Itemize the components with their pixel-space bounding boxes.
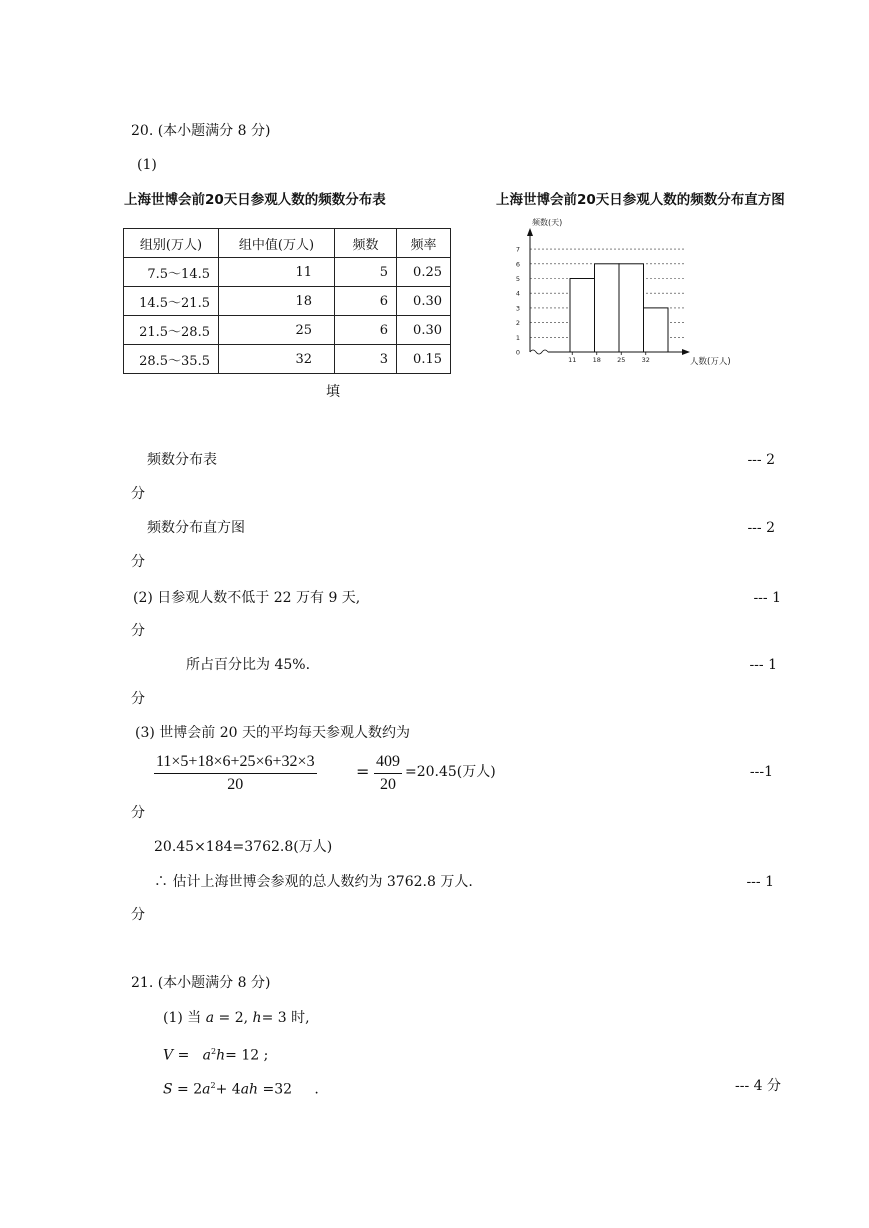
y-axis-arrow-icon	[527, 228, 533, 236]
part2-line-a: (2) 日参观人数不低于 22 万有 9 天,	[133, 590, 361, 606]
cell-frequency: 3	[335, 345, 397, 374]
y-tick-label: 2	[515, 319, 520, 328]
x-tick-label: 11	[568, 356, 577, 364]
score-unit: 分	[131, 907, 145, 923]
header-group: 组别(万人)	[124, 229, 219, 258]
score-unit: 分	[131, 691, 145, 707]
part2-line-a-score: --- 1	[753, 590, 781, 606]
table-row	[124, 316, 451, 345]
q21-line1-mid: = 2,	[218, 1010, 249, 1026]
cell-midvalue: 25	[219, 316, 335, 345]
y-tick-label: 6	[515, 260, 520, 269]
cell-midvalue: 11	[219, 258, 335, 287]
q21-var-S: S	[163, 1081, 173, 1098]
formula-result: =20.45(万人)	[405, 764, 496, 780]
table-row	[124, 345, 451, 374]
cell-frequency: 6	[335, 287, 397, 316]
q20-heading: 20. (本小题满分 8 分)	[131, 123, 271, 139]
cell-group: 21.5～28.5	[124, 316, 219, 345]
q21-var-a: a	[205, 1010, 215, 1026]
y-tick-label: 3	[515, 304, 520, 313]
q21-line3-dot: .	[314, 1081, 319, 1098]
cell-midvalue: 18	[219, 287, 335, 316]
cell-group: 7.5～14.5	[124, 258, 219, 287]
q21-exp: 2	[210, 1081, 216, 1090]
q21-line3-score: --- 4 分	[735, 1078, 781, 1094]
table-row	[124, 258, 451, 287]
histogram-bar	[595, 264, 620, 352]
q21-line1	[163, 1009, 310, 1027]
histogram-chart	[510, 212, 750, 374]
q21-line3	[163, 1077, 319, 1099]
cell-rate: 0.15	[397, 345, 451, 374]
x-tick-label: 32	[641, 356, 650, 364]
header-midvalue: 组中值(万人)	[219, 229, 335, 258]
formula-fraction-2	[374, 753, 402, 794]
cell-frequency: 6	[335, 316, 397, 345]
line-hist-score: --- 2	[747, 520, 775, 536]
histogram-bar	[619, 264, 644, 352]
q21-var-a: a	[202, 1081, 211, 1098]
y-tick-label: 5	[515, 275, 520, 283]
q21-exp: 2	[211, 1047, 217, 1056]
table-header-row	[124, 229, 451, 258]
formula-denominator-1: 20	[227, 776, 244, 793]
part3-line-b: 20.45×184=3762.8(万人)	[154, 839, 333, 855]
table-title: 上海世博会前20天日参观人数的频数分布表	[124, 192, 386, 208]
line-table: 频数分布表	[147, 452, 217, 468]
y-tick-label: 0	[515, 348, 520, 357]
y-tick-label: 7	[515, 245, 520, 254]
formula-numerator-1: 11×5+18×6+25×6+32×3	[154, 753, 317, 774]
x-axis-arrow-icon	[682, 349, 690, 355]
formula-fraction-1	[154, 753, 317, 794]
histogram-bar	[644, 308, 669, 352]
q21-line3-plus: + 4	[215, 1081, 241, 1098]
table-row	[124, 287, 451, 316]
part3-line-c: ∴ 估计上海世博会参观的总人数约为 3762.8 万人.	[154, 874, 473, 890]
q21-line1-prefix: (1) 当	[163, 1010, 202, 1026]
part2-line-b: 所占百分比为 45%.	[186, 657, 311, 673]
part2-line-b-score: --- 1	[749, 657, 777, 673]
formula-equals: =	[356, 762, 370, 781]
line-hist: 频数分布直方图	[147, 520, 245, 536]
header-frequency: 频数	[335, 229, 397, 258]
histogram-bar	[570, 279, 595, 353]
q21-line3-val: =32	[262, 1081, 293, 1098]
q21-line1-suffix: = 3 时,	[261, 1010, 310, 1026]
x-axis-title: 人数(万人)	[690, 357, 731, 367]
q21-var-ah: ah	[240, 1081, 259, 1098]
score-unit: 分	[131, 623, 145, 639]
q21-var-h: h	[252, 1010, 262, 1026]
cell-rate: 0.30	[397, 287, 451, 316]
cell-rate: 0.30	[397, 316, 451, 345]
chart-title: 上海世博会前20天日参观人数的频数分布直方图	[496, 192, 785, 208]
x-tick-label: 18	[592, 356, 601, 364]
fill-label: 填	[326, 384, 340, 400]
chart-bars	[570, 264, 668, 352]
score-unit: 分	[131, 486, 145, 502]
x-tick-label: 25	[617, 356, 626, 364]
score-unit: 分	[131, 554, 145, 570]
part3-line-c-score: --- 1	[746, 874, 774, 890]
formula-denominator-2: 20	[380, 776, 396, 793]
formula-numerator-2: 409	[374, 753, 402, 774]
cell-frequency: 5	[335, 258, 397, 287]
header-rate: 频率	[397, 229, 451, 258]
score-unit: 分	[131, 805, 145, 821]
line-table-score: --- 2	[747, 452, 775, 468]
q21-var-a: a	[202, 1047, 212, 1064]
cell-midvalue: 32	[219, 345, 335, 374]
q21-heading: 21. (本小题满分 8 分)	[131, 975, 271, 991]
y-axis-title: 频数(天)	[532, 218, 563, 227]
part3-line-a-score: ---1	[749, 764, 773, 780]
frequency-table	[123, 228, 451, 374]
y-tick-label: 1	[515, 333, 520, 342]
axis-break-icon	[530, 350, 548, 354]
q21-var-h: h	[216, 1047, 226, 1064]
q21-line2-eq: =	[177, 1047, 190, 1064]
q21-line2-val: = 12 ;	[225, 1047, 269, 1064]
q20-part1-label: (1)	[137, 157, 157, 173]
part3-line-a: (3) 世博会前 20 天的平均每天参观人数约为	[135, 725, 410, 741]
cell-rate: 0.25	[397, 258, 451, 287]
q21-var-V: V	[163, 1047, 174, 1064]
q21-line2	[163, 1043, 268, 1065]
y-tick-label: 4	[515, 289, 520, 298]
q21-line3-eq: = 2	[177, 1081, 203, 1098]
cell-group: 28.5～35.5	[124, 345, 219, 374]
cell-group: 14.5～21.5	[124, 287, 219, 316]
